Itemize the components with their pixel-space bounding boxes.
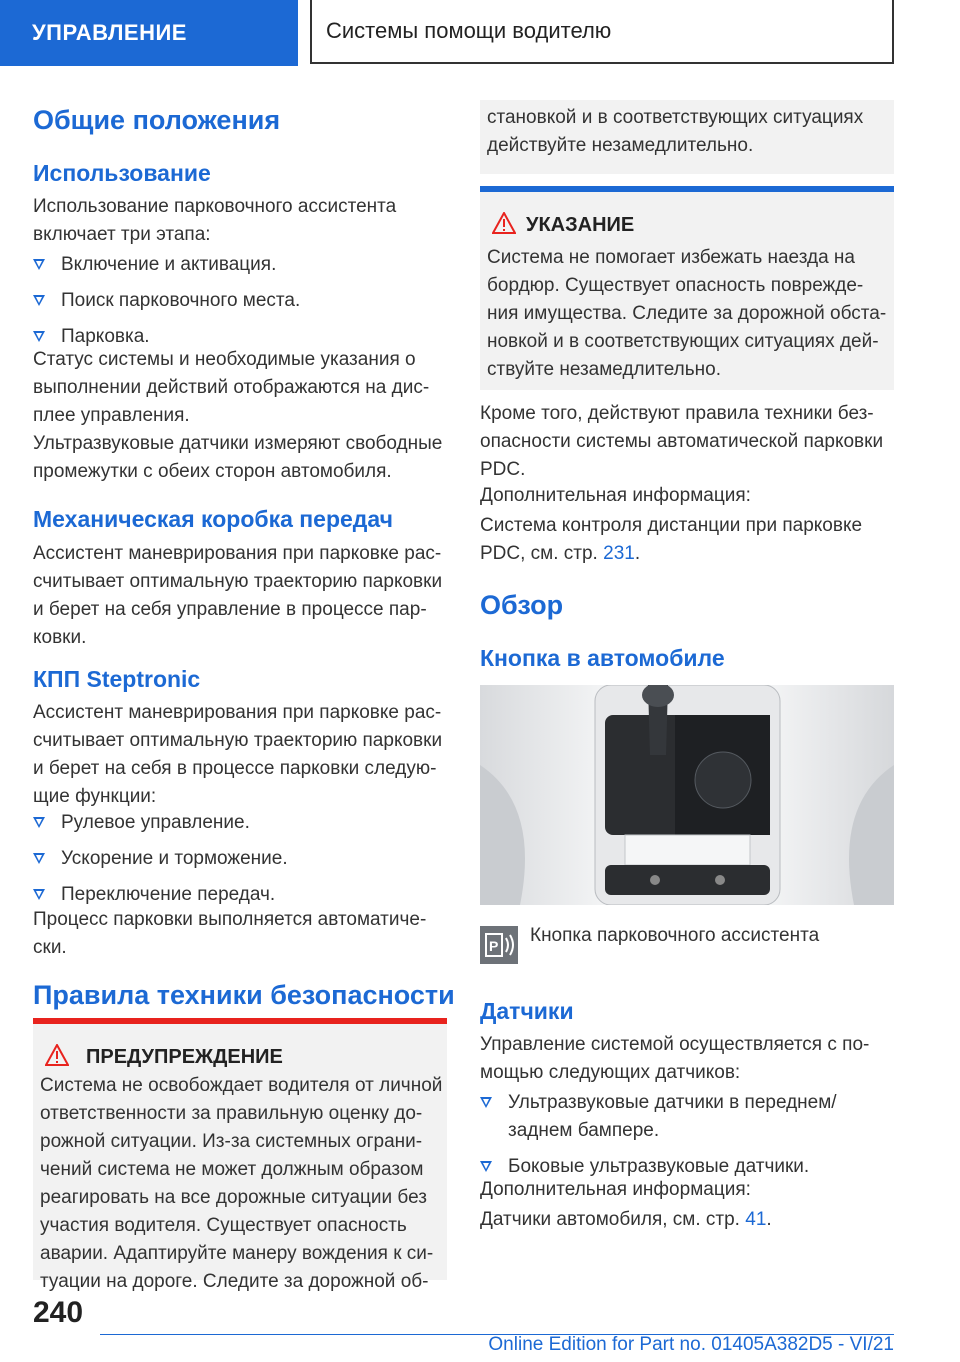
- center-console-image: [480, 685, 894, 905]
- text-line: действуйте незамедлительно.: [487, 135, 754, 156]
- paragraph-status: [33, 346, 453, 430]
- text-line: Процесс парковки выполняется автоматиче-: [33, 909, 427, 930]
- list-item: Рулевое управление.: [33, 809, 453, 837]
- heading-manual-gearbox: Механическая коробка передач: [33, 506, 393, 532]
- paragraph-usage: [33, 193, 453, 249]
- heading-overview: Обзор: [480, 590, 564, 620]
- text-line: ски.: [33, 937, 67, 958]
- list-item: Парковка.: [33, 323, 453, 351]
- text-line: Ассистент маневрирования при парковке рас-: [33, 702, 442, 723]
- text-line: Система не помогает избежать наезда на: [487, 247, 855, 268]
- triangle-bullet-icon: [33, 295, 45, 306]
- warning-text-continued: [487, 104, 891, 160]
- text-line: ния имущества. Следите за дорожной обста-: [487, 303, 887, 324]
- text-line: считывает оптимальную траекторию парковки: [33, 571, 443, 592]
- text-line: мощью следующих датчиков:: [480, 1062, 741, 1083]
- triangle-bullet-icon: [33, 853, 45, 864]
- section-tab: УПРАВЛЕНИЕ: [0, 0, 298, 66]
- list-item: Поиск парковочного места.: [33, 287, 453, 315]
- text-line: плее управления.: [33, 405, 190, 426]
- text-line: становкой и в соответствующих ситуациях: [487, 107, 864, 128]
- paragraph-sensors: [480, 1031, 900, 1087]
- paragraph-rules: [480, 400, 900, 484]
- text-line: ответственности за правильную оценку до-: [40, 1103, 423, 1124]
- text-line: Система не освобождает водителя от личной: [40, 1075, 443, 1096]
- text-line: и берет на себя управление в процессе пар-: [33, 599, 427, 620]
- paragraph-steptronic: [33, 699, 453, 811]
- triangle-bullet-icon: [480, 1097, 492, 1108]
- text-line: выполнении действий отображаются на дис-: [33, 377, 430, 398]
- heading-safety: Правила техники безопасности: [33, 980, 455, 1010]
- footer-edition: Online Edition for Part no. 01405A382D5 - VI/21: [488, 1334, 894, 1355]
- text-line: Управление системой осуществляется с по-: [480, 1034, 870, 1055]
- text-line: туации на дороге. Следите за дорожной об-: [40, 1271, 429, 1292]
- heading-button: Кнопка в автомобиле: [480, 645, 725, 671]
- text-line: щие функции:: [33, 786, 157, 807]
- text-line: ковки.: [33, 627, 87, 648]
- paragraph-ultrasonic: [33, 430, 453, 486]
- heading-sensors: Датчики: [480, 998, 574, 1024]
- text-line: PDC.: [480, 459, 526, 480]
- text-line: промежутки с обеих сторон автомобиля.: [33, 461, 392, 482]
- svg-text:P: P: [489, 938, 499, 954]
- text-line: Ассистент маневрирования при парковке рас-: [33, 543, 442, 564]
- triangle-bullet-icon: [33, 331, 45, 342]
- text-line: опасности системы автоматической парковки: [480, 431, 884, 452]
- list-item: Включение и активация.: [33, 251, 453, 279]
- heading-general: Общие положения: [33, 105, 281, 135]
- list-item: Ультразвуковые датчики в переднем/ заднем бампере.: [480, 1089, 900, 1145]
- list-item: Ускорение и торможение.: [33, 845, 453, 873]
- heading-steptronic: КПП Steptronic: [33, 666, 201, 692]
- page-header: [0, 0, 960, 68]
- text-line: участия водителя. Существует опасность: [40, 1215, 407, 1236]
- text-line: Использование парковочного ассистента: [33, 196, 397, 217]
- notice-text: [487, 244, 891, 384]
- triangle-bullet-icon: [33, 889, 45, 900]
- chapter-title: Системы помощи водителю: [310, 0, 894, 64]
- list-item: Боковые ультразвуковые датчики.: [480, 1153, 900, 1181]
- notice-title: УКАЗАНИЕ: [526, 214, 635, 236]
- console-photo: [480, 685, 894, 905]
- list-sensors: [480, 1089, 900, 1181]
- warning-text: [40, 1072, 444, 1296]
- text-line: включает три этапа:: [33, 224, 211, 245]
- heading-usage: Использование: [33, 160, 211, 186]
- paragraph-pdc-ref: [480, 512, 900, 568]
- text-line: ствуйте незамедлительно.: [487, 359, 721, 380]
- text-line: рожной ситуации. Из-за системных ограни-: [40, 1131, 423, 1152]
- text-line: бордюр. Существует опасность поврежде-: [487, 275, 864, 296]
- page-link-41[interactable]: 41: [745, 1209, 767, 1230]
- text-line: PDC, см. стр. 231.: [480, 543, 641, 564]
- list-item: Переключение передач.: [33, 881, 453, 909]
- warning-title: ПРЕДУПРЕЖДЕНИЕ: [86, 1046, 283, 1068]
- paragraph-manual: [33, 540, 453, 652]
- text-line: и берет на себя в процессе парковки следую-: [33, 758, 437, 779]
- text-line: аварии. Адаптируйте манеру вождения к си-: [40, 1243, 434, 1264]
- more-info-label: Дополнительная информация:: [480, 1179, 751, 1200]
- triangle-bullet-icon: [480, 1161, 492, 1172]
- list-steps: [33, 251, 453, 351]
- text-line: считывает оптимальную траекторию парковки: [33, 730, 443, 751]
- list-functions: [33, 809, 453, 909]
- text-line: реагировать на все дорожные ситуации без: [40, 1187, 427, 1208]
- warning-triangle-icon: [45, 1044, 69, 1066]
- page-number: 240: [33, 1296, 84, 1329]
- text-line: новкой и в соответствующих ситуациях дей-: [487, 331, 879, 352]
- triangle-bullet-icon: [33, 817, 45, 828]
- text-line: Ультразвуковые датчики измеряют свободные: [33, 433, 443, 454]
- paragraph-process: [33, 906, 453, 962]
- text-line: Статус системы и необходимые указания о: [33, 349, 416, 370]
- text-line: Кроме того, действуют правила техники без-: [480, 403, 874, 424]
- image-caption: Кнопка парковочного ассистента: [530, 925, 820, 946]
- triangle-bullet-icon: [33, 259, 45, 270]
- text-line: Система контроля дистанции при парковке: [480, 515, 863, 536]
- parking-assistant-icon: [480, 926, 518, 964]
- text-line: чений система не может должным образом: [40, 1159, 424, 1180]
- more-info-label: Дополнительная информация:: [480, 485, 751, 506]
- notice-triangle-icon: [492, 212, 516, 234]
- page-link-231[interactable]: 231: [603, 543, 635, 564]
- paragraph-sensors-ref: Датчики автомобиля, см. стр. 41.: [480, 1209, 772, 1230]
